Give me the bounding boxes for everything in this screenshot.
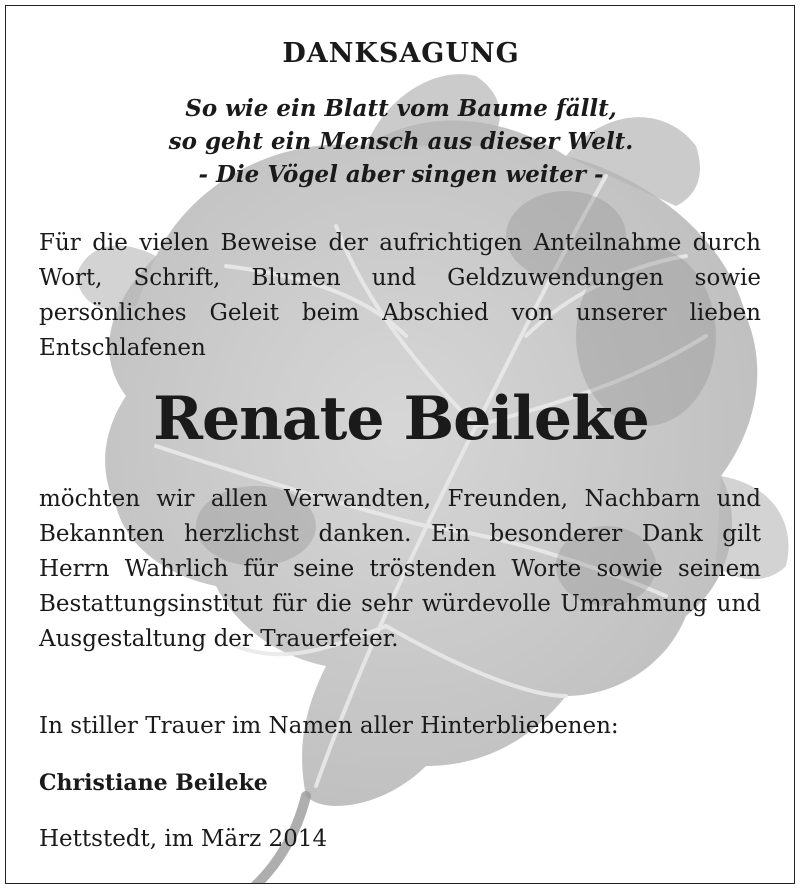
signer-name: Christiane Beileke <box>39 770 268 796</box>
poem-line: so geht ein Mensch aus dieser Welt. <box>168 128 634 155</box>
thanks-intro-paragraph: Für die vielen Beweise der aufrichtigen Anteilnahme durch Wort, Schrift, Blumen und Geldzuwendungen sowie persönliches Geleit beim Abschied von unserer lieben Entschlafenen <box>39 230 761 361</box>
place-date: Hettstedt, im März 2014 <box>39 826 328 852</box>
mourning-line: In stiller Trauer im Namen aller Hinterbliebenen: <box>39 713 619 739</box>
thanks-main-paragraph: möchten wir allen Verwandten, Freunden, Nachbarn und Bekannten herzlichst danken. Ein besonderer Dank gilt Herrn Wahrlich für seine tröstenden Worte sowie seinem Bestattungsinstitut für die sehr würdevolle Umrahmung und Ausgestaltung der Trauerfeier. <box>39 486 761 652</box>
obituary-frame <box>5 5 795 884</box>
deceased-name: Renate Beileke <box>153 384 649 454</box>
poem-line: So wie ein Blatt vom Baume fällt, <box>185 95 617 122</box>
notice-heading: DANKSAGUNG <box>282 38 520 69</box>
notice-content <box>6 6 795 884</box>
poem-line: - Die Vögel aber singen weiter - <box>198 161 604 188</box>
poem <box>6 92 795 191</box>
